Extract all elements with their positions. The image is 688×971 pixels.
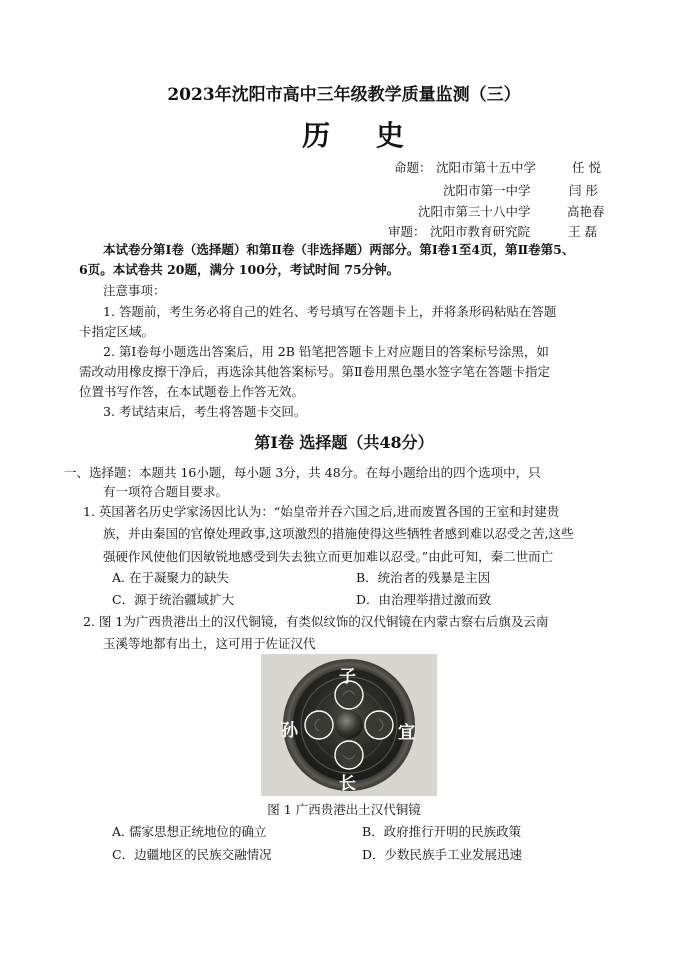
mirror-char-right: 宜 — [398, 723, 415, 743]
notice-item: 需改动用橡皮擦干净后，再选涂其他答案标号。第Ⅱ卷用黑色墨水签字笔在答题卡指定 — [79, 364, 550, 379]
bronze-mirror-figure — [261, 654, 437, 796]
question-2-text: 2. 图 1为广西贵港出土的汉代铜镜，有类似纹饰的汉代铜镜在内蒙古察右后旗及云南 — [83, 614, 549, 629]
section-title: 第Ⅰ卷 选择题（共48分） — [254, 433, 434, 452]
staff-row — [443, 181, 598, 199]
mirror-char-top: 子 — [339, 667, 356, 687]
option-b[interactable]: B．政府推行开明的民族政策 — [362, 824, 522, 839]
subject-title: 历 史 — [302, 119, 422, 152]
option-a[interactable]: A. 在于凝聚力的缺失 — [112, 570, 229, 585]
staff-row — [388, 222, 597, 240]
notice-item: 卡指定区域。 — [79, 324, 155, 339]
option-c[interactable]: C．源于统治疆域扩大 — [112, 592, 235, 607]
question-2-text: 玉溪等地都有出土，这可用于佐证汉代 — [103, 636, 316, 651]
option-a[interactable]: A. 儒家思想正统地位的确立 — [112, 824, 267, 839]
staff-name: 任 悦 — [572, 160, 601, 175]
staff-school: 沈阳市第一中学 — [443, 183, 531, 198]
intro-line: 本试卷分第Ⅰ卷（选择题）和第Ⅱ卷（非选择题）两部分。第Ⅰ卷1至4页，第Ⅱ卷第5、 — [103, 242, 575, 257]
staff-school: 沈阳市第三十八中学 — [418, 204, 531, 219]
section-instruction: 一、选择题：本题共 16小题，每小题 3分，共 48分。在每小题给出的四个选项中，只 — [64, 465, 541, 480]
intro-line: 6页。本试卷共 20题，满分 100分，考试时间 75分钟。 — [79, 262, 400, 277]
question-1-text: 族，并由秦国的官僚处理政事,这项激烈的措施使得这些牺牲者感到难以忍受之苦,这些 — [103, 526, 574, 541]
notice-item: 1. 答题前，考生务必将自己的姓名、考号填写在答题卡上，并将条形码粘贴在答题 — [103, 304, 557, 319]
exam-title: 2023年沈阳市高中三年级教学质量监测（三） — [167, 85, 521, 105]
section-instruction: 有一项符合题目要求。 — [103, 484, 229, 499]
notice-item: 位置书写作答，在本试题卷上作答无效。 — [79, 384, 305, 399]
notice-item: 3. 考试结束后，考生将答题卡交回。 — [103, 404, 307, 419]
option-b[interactable]: B．统治者的残暴是主因 — [356, 570, 491, 585]
staff-row — [418, 202, 605, 220]
staff-label: 命题： — [394, 160, 432, 175]
notice-title: 注意事项： — [103, 283, 166, 298]
staff-row — [394, 158, 601, 176]
staff-label: 审题： — [388, 224, 426, 239]
notice-item: 2. 第Ⅰ卷每小题选出答案后，用 2B 铅笔把答题卡上对应题目的答案标号涂黑，如 — [103, 344, 549, 359]
staff-name: 闫 彤 — [569, 183, 598, 198]
question-1-text: 1. 英国著名历史学家汤因比认为：“始皇帝并吞六国之后,进而废置各国的王室和封建贵 — [83, 504, 560, 519]
staff-school: 沈阳市教育研究院 — [430, 224, 531, 239]
staff-school: 沈阳市第十五中学 — [436, 160, 537, 175]
option-d[interactable]: D．由治理举措过激而致 — [356, 592, 492, 607]
question-1-text: 强硬作风使他们因敏锐地感受到失去独立而更加难以忍受。”由此可知，秦二世而亡 — [103, 549, 554, 564]
mirror-char-bottom: 长 — [339, 774, 356, 794]
option-c[interactable]: C．边疆地区的民族交融情况 — [112, 847, 272, 862]
option-d[interactable]: D．少数民族手工业发展迅速 — [362, 847, 523, 862]
staff-name: 高艳春 — [567, 204, 605, 219]
staff-name: 王 磊 — [568, 224, 597, 239]
mirror-char-left: 孙 — [281, 721, 298, 741]
figure-caption: 图 1 广西贵港出土汉代铜镜 — [267, 802, 421, 817]
